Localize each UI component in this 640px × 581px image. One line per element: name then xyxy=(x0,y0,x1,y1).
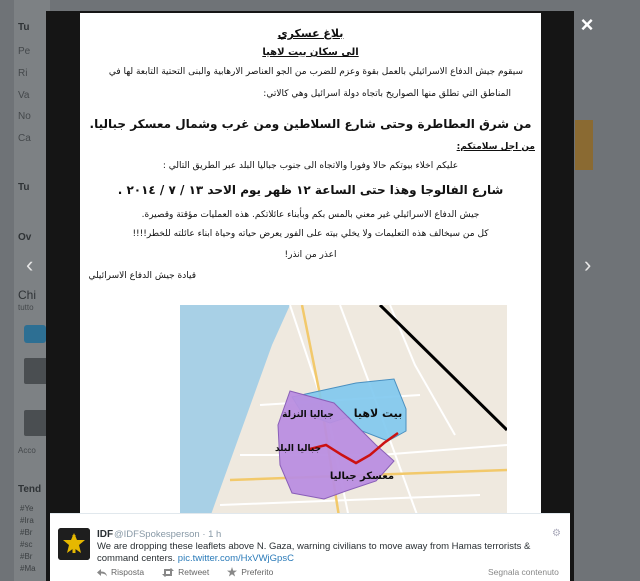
leaflet-route: شارع الفالوجا وهذا حتى الساعة ١٢ ظهر يوم الاحد ١٣ / ٧ / ٢٠١٤ . xyxy=(117,183,504,197)
bg-text: Tend xyxy=(18,484,42,495)
background-left-column xyxy=(14,0,50,581)
map-label-jabalia-balad: جباليا البلد xyxy=(274,444,322,454)
favorite-label: Preferito xyxy=(241,567,274,577)
bg-text: Pe xyxy=(18,46,31,57)
leaflet-warning: اعذر من انذر! xyxy=(284,250,337,260)
map-label-jabalia-nazla: جباليا النزلة xyxy=(282,410,334,420)
tweet-actions xyxy=(97,567,273,577)
report-content-link[interactable]: Segnala contenuto xyxy=(488,567,559,577)
bg-ad-image xyxy=(575,120,593,170)
map-label-jabalia-camp: معسكر جباليا xyxy=(329,471,395,482)
media-lightbox xyxy=(46,11,574,581)
reply-button[interactable] xyxy=(97,567,144,577)
bg-text: Ri xyxy=(18,68,28,79)
leaflet-warning: جيش الدفاع الاسرائيلي غير معني بالمس بكم وبأبناء عائلاتكم. هذه العمليات مؤقتة وقصيرة. xyxy=(141,210,480,220)
bg-twitter-bird xyxy=(24,325,46,343)
leaflet-photo[interactable] xyxy=(80,13,541,523)
map-label-beit-lahia: بيت لاهيا xyxy=(353,407,403,420)
leaflet-title: بلاغ عسكري xyxy=(277,27,344,40)
tweet-media-link[interactable]: pic.twitter.com/HxVWjGpsC xyxy=(177,553,294,564)
retweet-button[interactable] xyxy=(162,567,209,577)
tweet-body: We are dropping these leaflets above N. Gaza, warning civilians to move away from Hamas terrorists & command centers. xyxy=(97,541,531,564)
bg-avatar xyxy=(24,410,48,436)
bg-text: Va xyxy=(18,90,30,101)
bg-text: Tu xyxy=(18,22,30,33)
reply-label: Risposta xyxy=(111,567,145,577)
idf-logo-icon xyxy=(58,528,90,560)
leaflet-subtitle: الى سكان بيت لاهيا xyxy=(262,47,359,58)
bg-trend: #Br xyxy=(20,552,33,561)
bg-text: tutto xyxy=(18,303,34,312)
prev-image-button[interactable]: ‹ xyxy=(26,252,34,277)
bg-text: Ca xyxy=(18,133,31,144)
background-right-column xyxy=(575,0,640,581)
bg-trend: #Ira xyxy=(20,516,34,525)
leaflet-warning: كل من سيخالف هذه التعليمات ولا يخلي بيته على الفور يعرض حياته وحياة ابناء عائلته للخطر!!!! xyxy=(132,229,489,239)
retweet-icon xyxy=(162,568,174,577)
bg-text: Ov xyxy=(18,232,32,243)
retweet-label: Retweet xyxy=(178,567,210,577)
leaflet-target-area: من شرق العطاطرة وحتى شارع السلاطين ومن غرب وشمال معسكر جباليا. xyxy=(89,117,532,131)
leaflet-signature: قيادة جيش الدفاع الاسرائيلي xyxy=(88,271,196,281)
tweet-author-name[interactable]: IDF xyxy=(97,529,114,540)
leaflet-paragraph: سيقوم جيش الدفاع الاسرائيلي بالعمل بقوة وعزم للضرب من الجو العناصر الارهابية والبنى التحتية التابعة لها في xyxy=(108,67,523,77)
bg-trend: #Br xyxy=(20,528,33,537)
bg-trend: #Ye xyxy=(20,504,34,513)
tweet-text xyxy=(97,541,565,565)
bg-text: No xyxy=(18,111,31,122)
bg-trend: #sc xyxy=(20,540,33,549)
bg-text: Tu xyxy=(18,182,30,193)
bg-text: Chi xyxy=(18,288,37,302)
star-icon xyxy=(227,567,237,577)
avatar[interactable] xyxy=(58,528,90,560)
tweet-card xyxy=(50,513,570,581)
bg-avatar xyxy=(24,358,48,384)
next-image-button[interactable]: › xyxy=(584,252,592,277)
favorite-button[interactable] xyxy=(227,567,273,577)
leaflet-map xyxy=(180,305,507,523)
bg-text: Acco xyxy=(18,446,36,455)
reply-icon xyxy=(97,568,107,577)
leaflet-safety-heading: من اجل سلامتكم: xyxy=(456,142,535,152)
close-lightbox-button[interactable]: × xyxy=(580,12,594,37)
tweet-author-handle[interactable]: @IDFSpokesperson · 1 h xyxy=(114,529,222,540)
gear-icon[interactable]: ⚙ xyxy=(552,528,561,539)
leaflet-paragraph: المناطق التي تطلق منها الصواريخ باتجاه دولة اسرائيل وهي كالاتي: xyxy=(263,89,511,99)
bg-trend: #Ma xyxy=(20,564,36,573)
leaflet-evacuation: عليكم اخلاء بيوتكم حالا وفورا والاتجاه الى جنوب جباليا البلد عبر الطريق التالي : xyxy=(162,161,459,171)
